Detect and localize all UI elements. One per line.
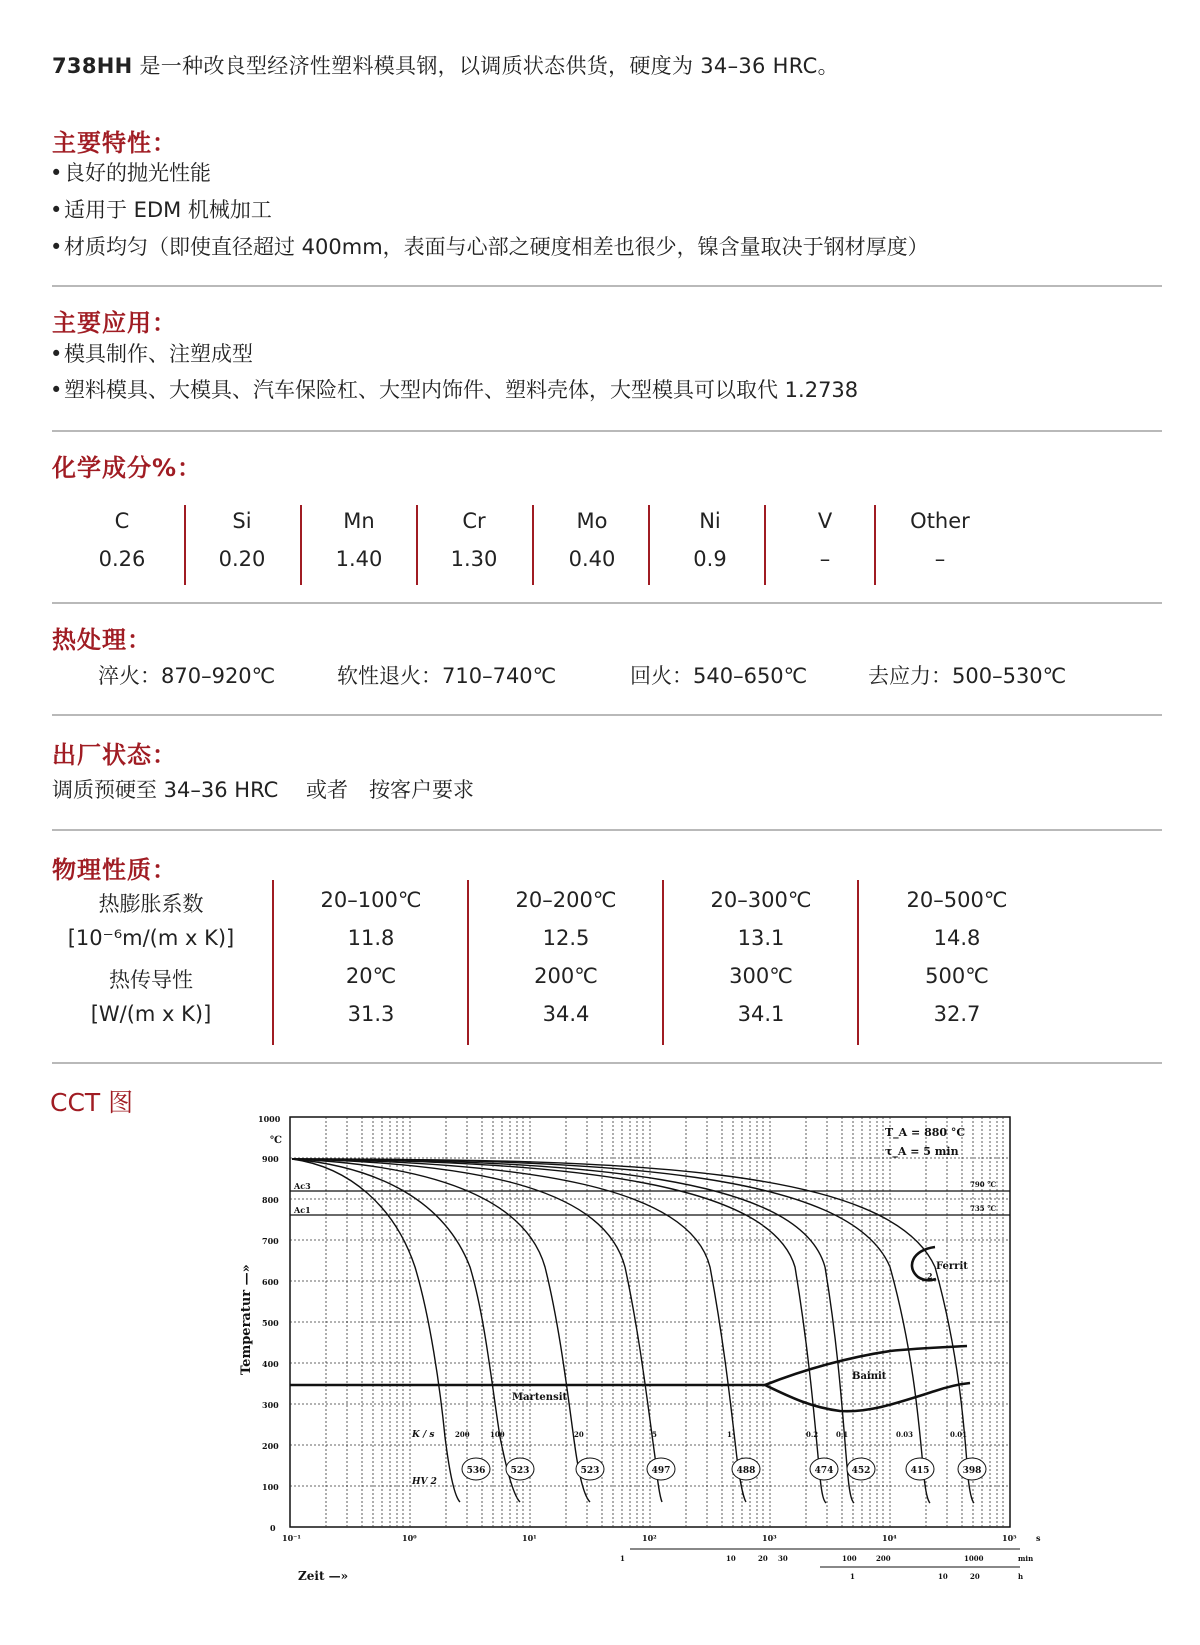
x-tick: 10² [642, 1533, 657, 1543]
chem-value: 0.26 [98, 547, 146, 571]
martensite-label: Martensit [512, 1392, 568, 1403]
cct-y-ticks [258, 1114, 281, 1533]
hardness-value: 452 [851, 1466, 871, 1476]
chem-value: 0.40 [568, 547, 616, 571]
hardness-value: 474 [814, 1466, 834, 1476]
phys-label: 热传导性 [109, 968, 193, 992]
column-divider [662, 880, 664, 1045]
cooling-rate: 20 [574, 1430, 584, 1439]
divider [52, 602, 1162, 604]
phys-cell: 34.1 [737, 1002, 785, 1026]
x-tick: 20 [758, 1554, 768, 1563]
x-tick: 10⁵ [1002, 1533, 1017, 1543]
chem-value: 0.20 [218, 547, 266, 571]
heat-item-quench: 淬火：870–920℃ [98, 664, 276, 688]
hardness-value: 536 [466, 1466, 486, 1476]
hardness-marker [732, 1458, 760, 1480]
hardness-marker [576, 1458, 604, 1480]
list-item-text: 塑料模具、大模具、汽车保险杠、大型内饰件、塑料壳体，大型模具可以取代 1.2738 [64, 378, 859, 402]
y-tick: 200 [262, 1441, 279, 1451]
x-tick: 20 [970, 1572, 980, 1581]
phys-cell: 11.8 [347, 926, 395, 950]
list-item-text: 模具制作、注塑成型 [64, 342, 253, 366]
cooling-rate: 1 [727, 1430, 732, 1439]
cct-diagram [230, 1107, 1090, 1587]
x-tick: 1000 [964, 1554, 984, 1563]
chem-symbol: Mn [343, 509, 375, 533]
chemistry-table [52, 505, 1032, 585]
hardness-value: 523 [510, 1466, 530, 1476]
chem-value: 1.40 [335, 547, 383, 571]
y-tick: 800 [262, 1195, 279, 1205]
column-divider [467, 880, 469, 1045]
hardness-marker [847, 1458, 875, 1480]
chem-value: 0.9 [693, 547, 727, 571]
chem-value: 1.30 [450, 547, 498, 571]
phys-label: 热膨胀系数 [98, 892, 204, 916]
x-tick: 100 [842, 1554, 857, 1563]
hardness-value: 488 [736, 1466, 756, 1476]
applications-title: 主要应用： [52, 309, 177, 337]
chem-col-ni [660, 505, 760, 585]
y-tick: 900 [262, 1154, 279, 1164]
column-divider [532, 505, 534, 585]
phys-cell: 20–300℃ [710, 888, 812, 912]
list-item-text: 良好的抛光性能 [64, 161, 211, 185]
column-divider [857, 880, 859, 1045]
hardness-value: 415 [910, 1466, 930, 1476]
y-tick: 500 [262, 1318, 279, 1328]
y-tick: 0 [270, 1523, 276, 1533]
phys-cell: 200℃ [534, 964, 598, 988]
phys-cell: 32.7 [933, 1002, 981, 1026]
cooling-rate: 200 [455, 1430, 470, 1439]
list-item: •良好的抛光性能 [50, 161, 211, 185]
chem-value: – [819, 547, 831, 571]
ac1-label: Ac1 [294, 1205, 311, 1215]
cooling-rate: 0.03 [896, 1430, 914, 1439]
cooling-curve [292, 1159, 460, 1502]
y-tick: 600 [262, 1277, 279, 1287]
x-tick: 1 [620, 1554, 625, 1563]
phys-label: [W/(m x K)] [90, 1002, 212, 1026]
hardness-marker [810, 1458, 838, 1480]
y-tick: 300 [262, 1400, 279, 1410]
cooling-curve [292, 1159, 826, 1503]
cct-x-ticks-minutes [620, 1554, 1033, 1563]
chem-col-v [775, 505, 875, 585]
ac3-temp-label: 790 °C [970, 1180, 997, 1189]
bainite-finish-line [765, 1383, 970, 1411]
chem-col-mn [309, 505, 409, 585]
heat-treatment-title: 热处理： [52, 626, 152, 654]
list-item: •材质均匀（即使直径超过 400mm，表面与心部之硬度相差也很少，镍含量取决于钢材厚度） [50, 235, 929, 259]
x-tick: 10⁰ [402, 1533, 417, 1543]
cooling-curve [292, 1159, 662, 1502]
intro-text: 是一种改良型经济性塑料模具钢，以调质状态供货，硬度为 34–36 HRC。 [132, 54, 839, 78]
x-tick: 10⁻¹ [282, 1533, 301, 1543]
divider [52, 829, 1162, 831]
delivery-text: 调质预硬至 34–36 HRC 或者 按客户要求 [52, 778, 474, 802]
x-tick: 10 [938, 1572, 948, 1581]
chemistry-title: 化学成分%： [52, 454, 203, 482]
cooling-curve [292, 1159, 746, 1502]
column-divider [272, 880, 274, 1045]
x-unit-minutes: min [1018, 1554, 1034, 1563]
heat-item-anneal: 软性退火：710–740℃ [337, 664, 557, 688]
x-tick: 10 [726, 1554, 736, 1563]
y-tick: 400 [262, 1359, 279, 1369]
list-item: •适用于 EDM 机械加工 [50, 198, 272, 222]
cct-y-unit: ℃ [270, 1135, 282, 1146]
divider [52, 714, 1162, 716]
divider [52, 1062, 1162, 1064]
cooling-rate: 0.1 [836, 1430, 849, 1439]
x-unit-hours: h [1018, 1572, 1024, 1581]
cooling-rate: 100 [490, 1430, 505, 1439]
column-divider [184, 505, 186, 585]
chem-col-cr [424, 505, 524, 585]
column-divider [300, 505, 302, 585]
cooling-curve [292, 1159, 974, 1503]
chem-col-c [72, 505, 172, 585]
x-tick: 1 [850, 1572, 855, 1581]
phys-cell: 20℃ [345, 964, 397, 988]
ferrite-label: Ferrit [936, 1261, 968, 1272]
cct-title: CCT 图 [50, 1088, 134, 1117]
ac1-temp-label: 735 °C [970, 1204, 997, 1213]
hardness-value: 523 [580, 1466, 600, 1476]
tau-label: τ_A = 5 min [885, 1145, 959, 1158]
grade-name: 738HH [52, 54, 133, 78]
hardness-values [462, 1458, 986, 1480]
phys-cell: 500℃ [925, 964, 989, 988]
cct-x-ticks-hours [850, 1572, 1023, 1581]
cct-x-ticks-seconds [282, 1533, 1041, 1543]
chem-symbol: V [817, 509, 833, 533]
chem-value: – [934, 547, 946, 571]
phys-cell: 20–500℃ [906, 888, 1008, 912]
hardness-marker [647, 1458, 675, 1480]
hardness-marker [906, 1458, 934, 1480]
hardness-marker [506, 1458, 534, 1480]
ac3-label: Ac3 [294, 1181, 311, 1191]
chem-symbol: C [114, 509, 130, 533]
y-tick: 100 [262, 1482, 279, 1492]
cooling-curve [292, 1159, 590, 1502]
cooling-rate-unit: K / s [412, 1430, 435, 1440]
column-divider [648, 505, 650, 585]
phys-cell: 20–100℃ [320, 888, 422, 912]
column-divider [416, 505, 418, 585]
intro-line [52, 50, 839, 80]
physical-table [52, 880, 1052, 1045]
heat-item-temper: 回火：540–650℃ [630, 664, 808, 688]
list-item: •模具制作、注塑成型 [50, 342, 253, 366]
list-item-text: 适用于 EDM 机械加工 [64, 198, 272, 222]
cct-ylabel: Temperatur —» [239, 1264, 254, 1375]
chem-symbol: Cr [462, 509, 486, 533]
bainite-label: Bainit [852, 1371, 887, 1382]
hardness-value: 398 [962, 1466, 982, 1476]
chem-symbol: Ni [699, 509, 721, 533]
cooling-rate: 0.2 [806, 1430, 819, 1439]
cooling-rate: 0.01 [950, 1430, 968, 1439]
chem-col-mo [542, 505, 642, 585]
x-tick: 10³ [762, 1533, 777, 1543]
chem-symbol: Si [232, 509, 252, 533]
divider [52, 430, 1162, 432]
ta-label: T_A = 880 °C [885, 1126, 966, 1139]
delivery-title: 出厂状态： [52, 741, 177, 769]
x-unit-seconds: s [1036, 1533, 1041, 1543]
phys-cell: 300℃ [729, 964, 793, 988]
chem-symbol: Mo [576, 509, 608, 533]
x-tick: 10⁴ [882, 1533, 897, 1543]
features-title: 主要特性： [52, 129, 177, 157]
hardness-marker [958, 1458, 986, 1480]
phys-cell: 14.8 [933, 926, 981, 950]
phys-cell: 13.1 [737, 926, 785, 950]
hardness-unit: HV 2 [412, 1477, 437, 1487]
phys-label: [10⁻⁶m/(m x K)] [67, 926, 235, 950]
chem-col-si [192, 505, 292, 585]
cooling-curves [292, 1159, 974, 1503]
column-divider [874, 505, 876, 585]
list-item: •塑料模具、大模具、汽车保险杠、大型内饰件、塑料壳体，大型模具可以取代 1.2738 [50, 378, 859, 402]
y-tick: 1000 [258, 1114, 281, 1124]
x-tick: 30 [778, 1554, 788, 1563]
x-tick: 10¹ [522, 1533, 537, 1543]
cooling-rate: 5 [652, 1430, 657, 1439]
physical-title: 物理性质： [52, 856, 177, 884]
phys-cell: 31.3 [347, 1002, 395, 1026]
ferrite-percent: 2 [927, 1271, 933, 1281]
hardness-marker [462, 1458, 490, 1480]
phys-cell: 20–200℃ [515, 888, 617, 912]
chem-col-other [880, 505, 1000, 585]
hardness-value: 497 [651, 1466, 671, 1476]
x-tick: 200 [876, 1554, 891, 1563]
divider [52, 285, 1162, 287]
column-divider [764, 505, 766, 585]
phys-cell: 34.4 [542, 1002, 590, 1026]
list-item-text: 材质均匀（即使直径超过 400mm，表面与心部之硬度相差也很少，镍含量取决于钢材厚度） [64, 235, 929, 259]
cct-xlabel: Zeit —» [298, 1569, 349, 1583]
heat-item-stress-relief: 去应力：500–530℃ [868, 664, 1067, 688]
chem-symbol: Other [910, 509, 970, 533]
y-tick: 700 [262, 1236, 279, 1246]
phys-cell: 12.5 [542, 926, 590, 950]
